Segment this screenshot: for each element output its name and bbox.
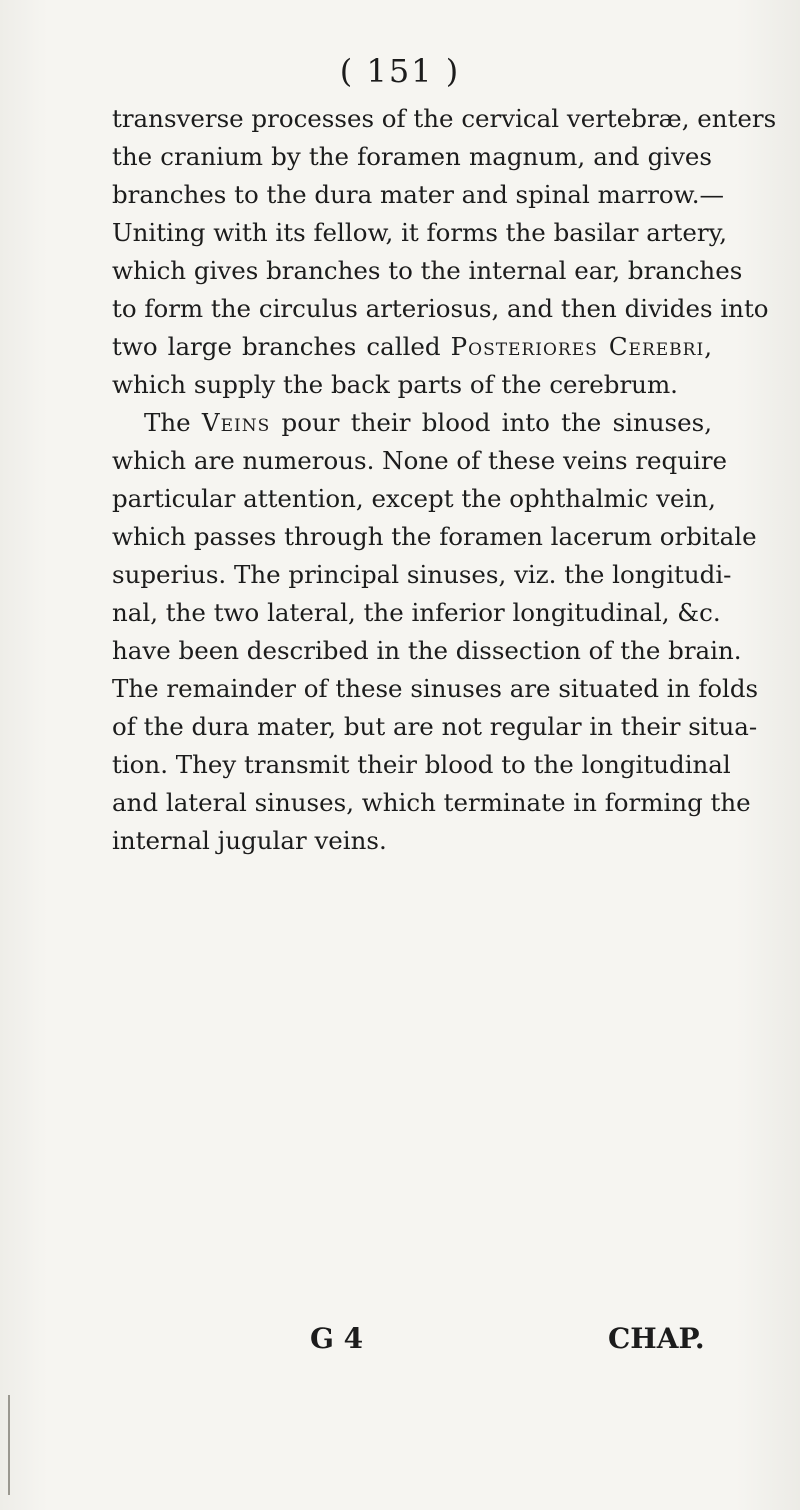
text-line: superius. The principal sinuses, viz. the longitudi-: [112, 560, 732, 589]
text-line: and lateral sinuses, which terminate in forming the: [112, 788, 751, 817]
body-text: [112, 100, 777, 860]
text-line: branches to the dura mater and spinal marrow.—: [112, 180, 725, 209]
text-line: have been described in the dissection of the brain.: [112, 636, 742, 665]
text-line: The Veins pour their blood into the sinuses,: [144, 408, 712, 437]
text-line: the cranium by the foramen magnum, and gives: [112, 142, 712, 171]
text-line: transverse processes of the cervical vertebræ, enters: [112, 104, 777, 133]
text-line: particular attention, except the ophthalmic vein,: [112, 484, 716, 513]
text-line: The remainder of these sinuses are situated in folds: [112, 674, 759, 703]
text-line: nal, the two lateral, the inferior longitudinal, &c.: [112, 598, 721, 627]
page-number-header: ( 151 ): [339, 52, 461, 90]
text-line: which passes through the foramen lacerum orbitale: [112, 522, 757, 551]
veins-term: Veins: [201, 408, 271, 437]
text-line: tion. They transmit their blood to the longitudinal: [112, 750, 731, 779]
catchword: CHAP.: [608, 1322, 705, 1355]
text-line: internal jugular veins.: [112, 826, 387, 855]
text-line: to form the circulus arteriosus, and then divides into: [112, 294, 769, 323]
text-line: which supply the back parts of the cerebrum.: [112, 370, 678, 399]
text-line: Uniting with its fellow, it forms the basilar artery,: [112, 218, 727, 247]
text-line: which gives branches to the internal ear, branches: [112, 256, 743, 285]
artery-term: Posteriores Cerebri: [450, 332, 705, 361]
text-line: two large branches called Posteriores Cerebri,: [112, 332, 712, 361]
text-line: of the dura mater, but are not regular in their situa-: [112, 712, 758, 741]
text-line: which are numerous. None of these veins require: [112, 446, 728, 475]
page-edge-shadow: [8, 1395, 10, 1495]
signature-mark: G 4: [310, 1322, 364, 1355]
